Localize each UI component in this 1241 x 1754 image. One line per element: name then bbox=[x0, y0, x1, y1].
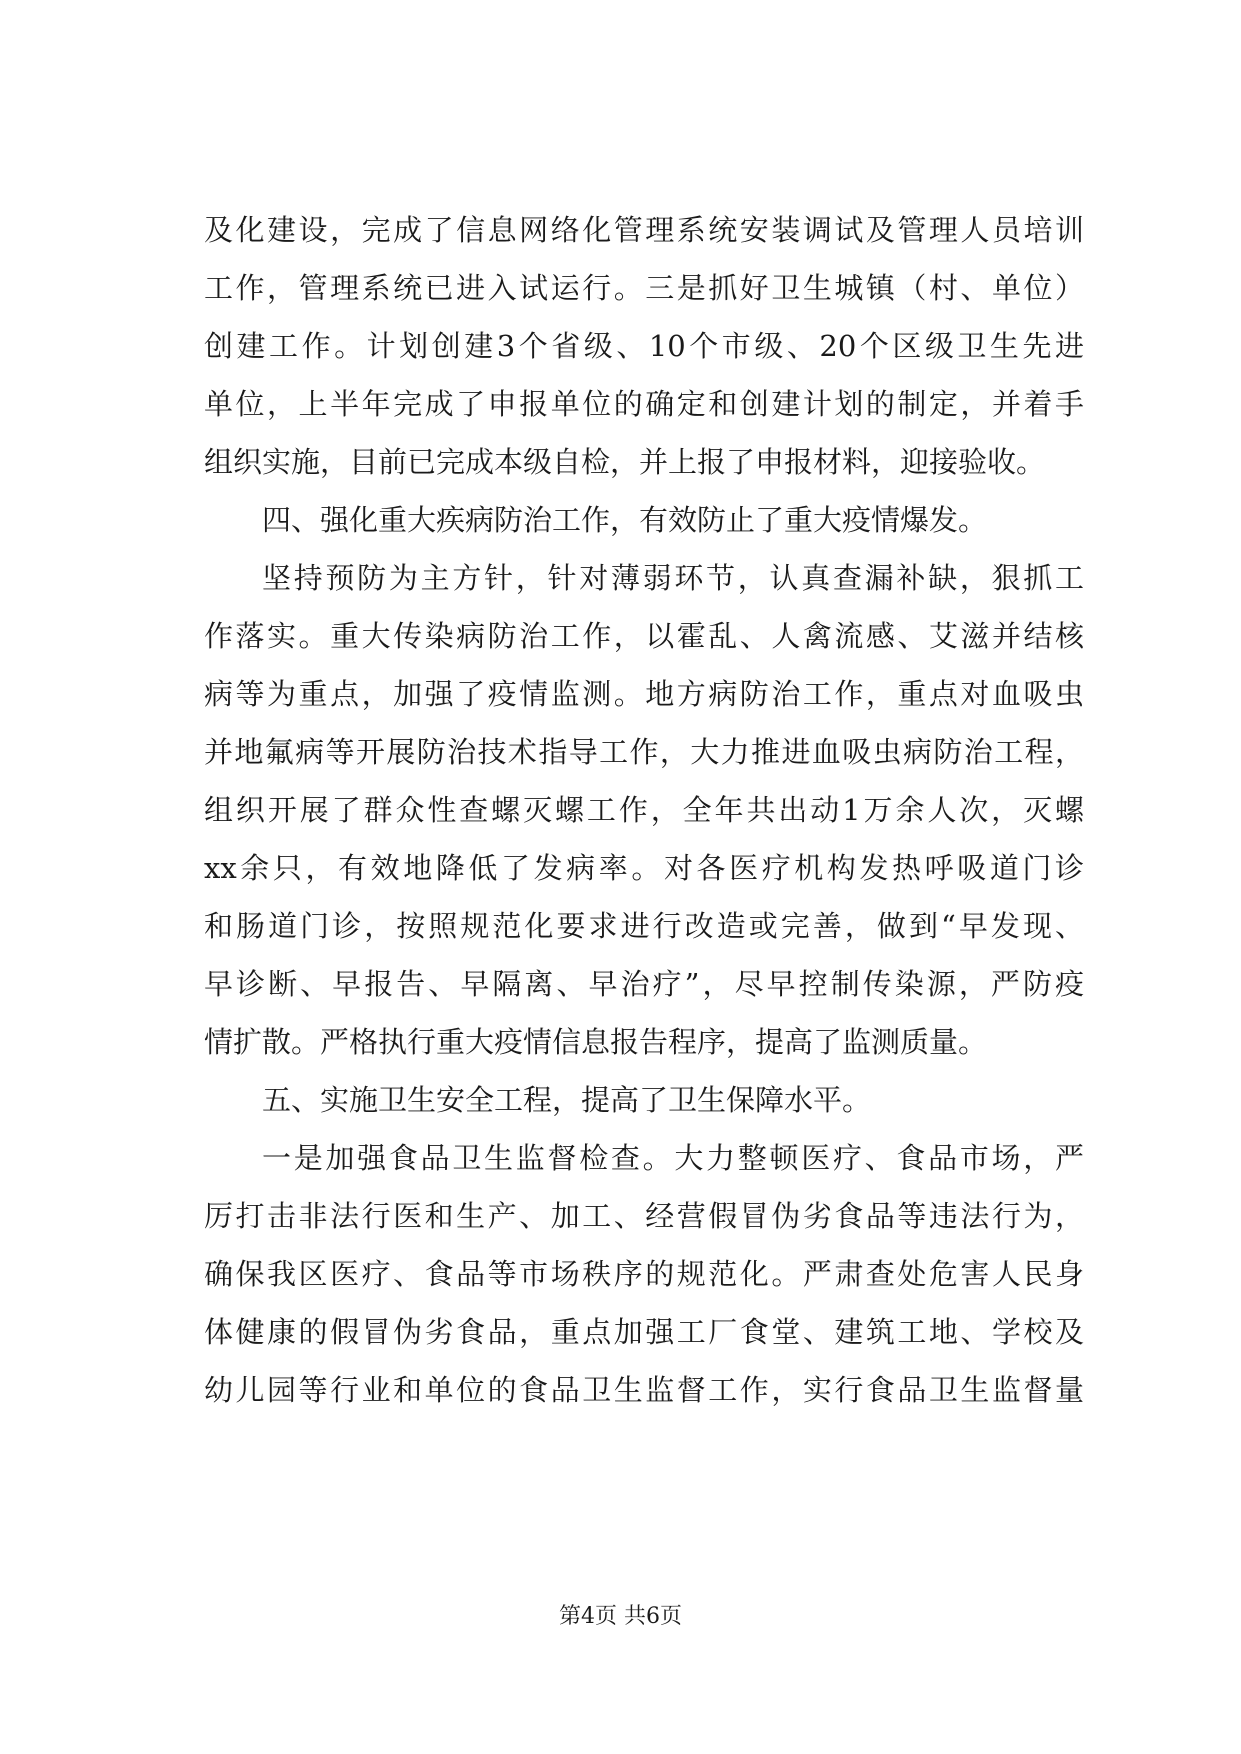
section-heading-4: 四、强化重大疾病防治工作，有效防止了重大疫情爆发。 bbox=[262, 503, 988, 537]
text-line-19: 确保我区医疗、食品等市场秩序的规范化。严肃查处危害人民身 bbox=[204, 1257, 1084, 1291]
text-line-17: 一是加强食品卫生监督检查。大力整顿医疗、食品市场，严 bbox=[262, 1141, 1084, 1175]
text-line-2: 工作，管理系统已进入试运行。三是抓好卫生城镇（村、单位） bbox=[204, 271, 1084, 305]
text-line-10: 并地氟病等开展防治技术指导工作，大力推进血吸虫病防治工程， bbox=[204, 735, 1084, 769]
text-line-1: 及化建设，完成了信息网络化管理系统安装调试及管理人员培训 bbox=[204, 213, 1084, 247]
text-line-7: 坚持预防为主方针，针对薄弱环节，认真查漏补缺，狠抓工 bbox=[262, 561, 1084, 595]
text-line-12: xx余只，有效地降低了发病率。对各医疗机构发热呼吸道门诊 bbox=[204, 851, 1084, 885]
body-text bbox=[204, 201, 1084, 1419]
text-line-3: 创建工作。计划创建3个省级、10个市级、20个区级卫生先进 bbox=[204, 329, 1084, 363]
text-line-14: 早诊断、早报告、早隔离、早治疗”，尽早控制传染源，严防疫 bbox=[204, 967, 1084, 1001]
text-line-9: 病等为重点，加强了疫情监测。地方病防治工作，重点对血吸虫 bbox=[204, 677, 1084, 711]
text-line-21: 幼儿园等行业和单位的食品卫生监督工作，实行食品卫生监督量 bbox=[204, 1373, 1084, 1407]
text-line-8: 作落实。重大传染病防治工作，以霍乱、人禽流感、艾滋并结核 bbox=[204, 619, 1084, 653]
text-line-11: 组织开展了群众性查螺灭螺工作，全年共出动1万余人次，灭螺 bbox=[204, 793, 1084, 827]
section-heading-5: 五、实施卫生安全工程，提高了卫生保障水平。 bbox=[262, 1083, 872, 1117]
text-line-5: 组织实施，目前已完成本级自检，并上报了申报材料，迎接验收。 bbox=[204, 445, 1046, 479]
text-line-13: 和肠道门诊，按照规范化要求进行改造或完善，做到“早发现、 bbox=[204, 909, 1084, 943]
text-line-15: 情扩散。严格执行重大疫情信息报告程序，提高了监测质量。 bbox=[204, 1025, 988, 1059]
text-line-4: 单位，上半年完成了申报单位的确定和创建计划的制定，并着手 bbox=[204, 387, 1084, 421]
text-line-20: 体健康的假冒伪劣食品，重点加强工厂食堂、建筑工地、学校及 bbox=[204, 1315, 1084, 1349]
page-footer: 第4页 共6页 bbox=[559, 1604, 682, 1629]
text-line-18: 厉打击非法行医和生产、加工、经营假冒伪劣食品等违法行为， bbox=[204, 1199, 1084, 1233]
